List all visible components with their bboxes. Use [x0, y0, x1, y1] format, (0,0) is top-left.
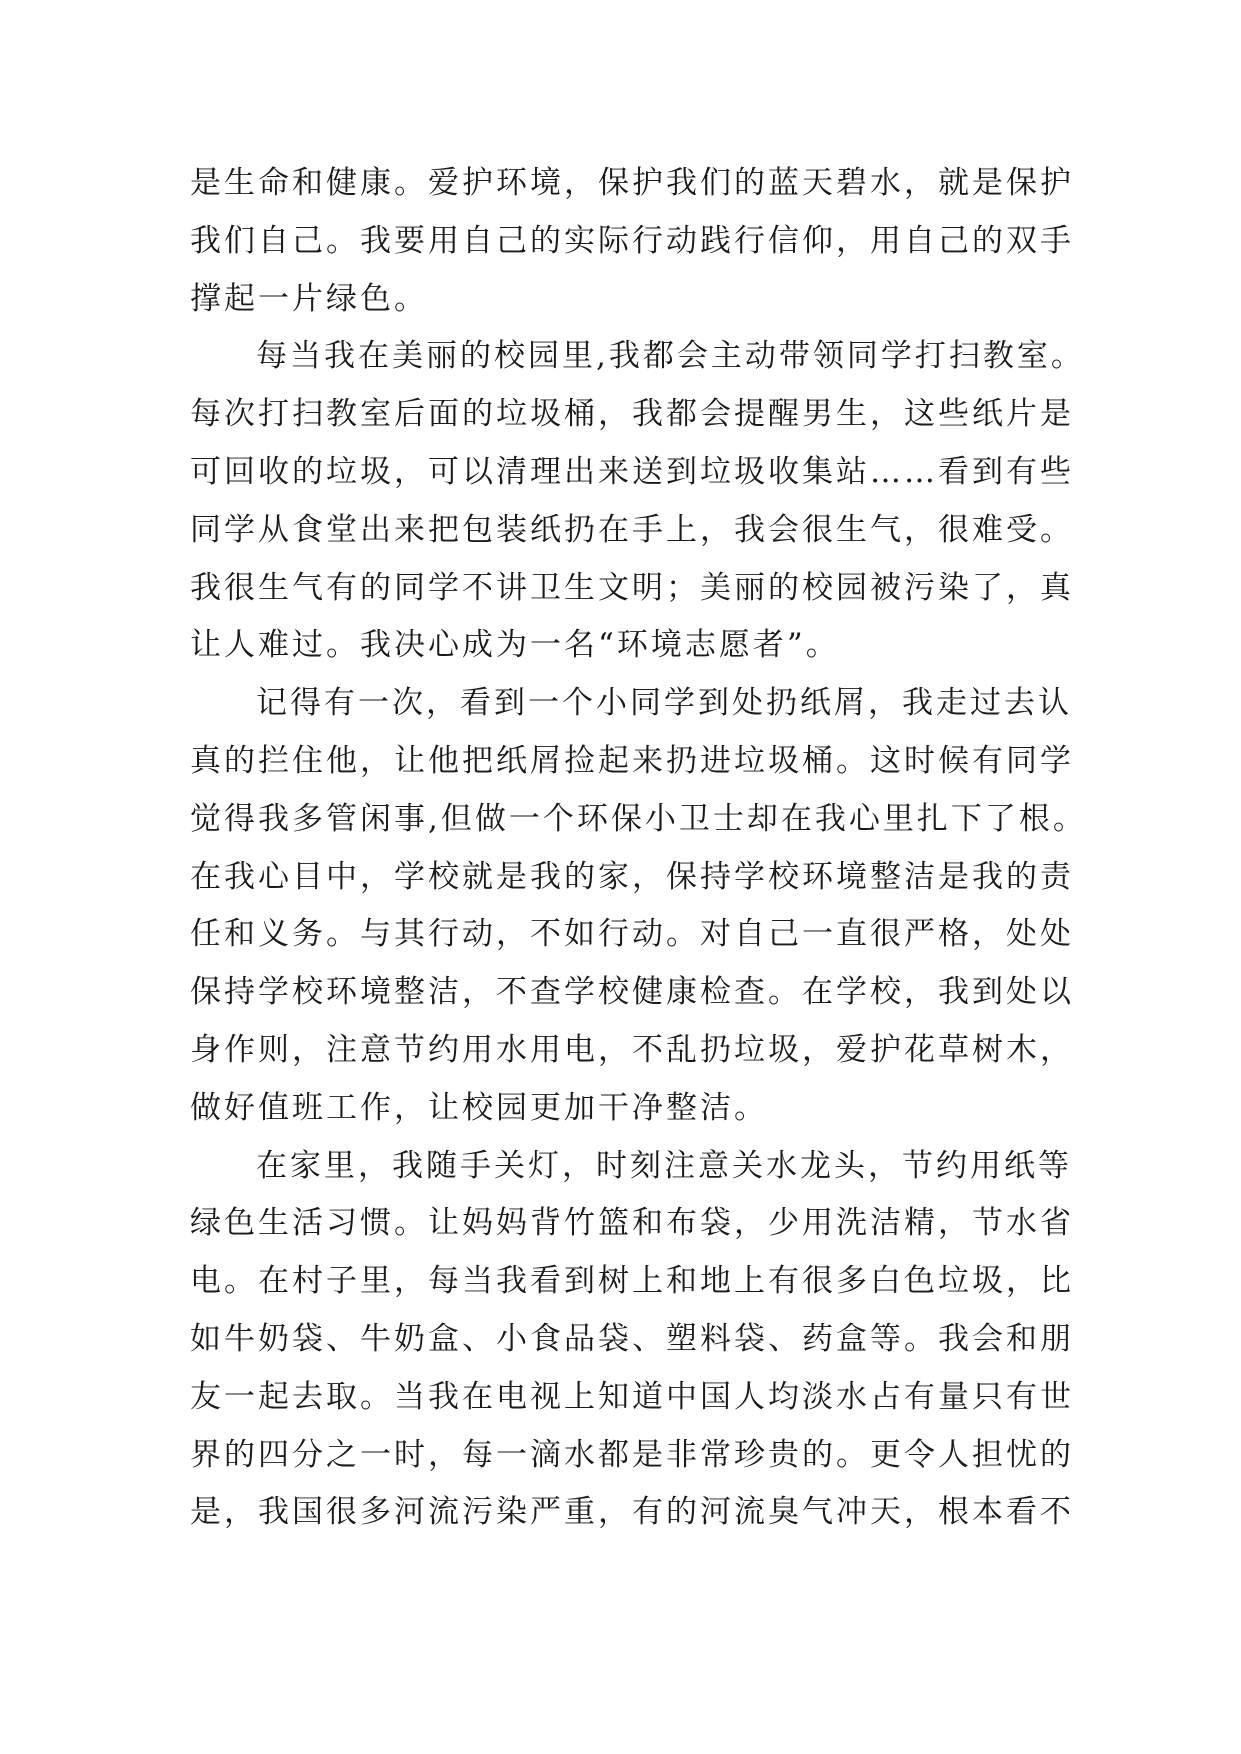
text-line: 界的四分之一时，每一滴水都是非常珍贵的。更令人担忧的 [190, 1436, 1074, 1473]
text-line: 每次打扫教室后面的垃圾桶，我都会提醒男生，这些纸片是 [190, 396, 1074, 433]
text-line: 我很生气有的同学不讲卫生文明；美丽的校园被污染了，真 [190, 569, 1074, 606]
text-line: 撑起一片绿色。 [190, 280, 428, 317]
text-line: 真的拦住他，让他把纸屑捡起来扔进垃圾桶。这时候有同学 [190, 742, 1074, 779]
text-line: 在家里，我随手关灯，时刻注意关水龙头，节约用纸等 [256, 1147, 1072, 1184]
text-line: 保持学校环境整洁，不查学校健康检查。在学校，我到处以 [190, 974, 1074, 1011]
text-line: 每当我在美丽的校园里,我都会主动带领同学打扫教室。 [256, 338, 1085, 375]
text-line: 是生命和健康。爱护环境，保护我们的蓝天碧水，就是保护 [190, 165, 1074, 201]
text-line: 友一起去取。当我在电视上知道中国人均淡水占有量只有世 [190, 1378, 1074, 1415]
text-line: 电。在村子里，每当我看到树上和地上有很多白色垃圾，比 [190, 1263, 1074, 1300]
text-line: 是，我国很多河流污染严重，有的河流臭气冲天，根本看不 [190, 1494, 1074, 1531]
text-line: 让人难过。我决心成为一名“环境志愿者”。 [190, 627, 840, 664]
text-line: 如牛奶袋、牛奶盒、小食品袋、塑料袋、药盒等。我会和朋 [190, 1320, 1074, 1357]
body-text [190, 155, 1087, 1542]
text-line: 记得有一次，看到一个小同学到处扔纸屑，我走过去认 [256, 685, 1072, 722]
text-line: 在我心目中，学校就是我的家，保持学校环境整洁是我的责 [190, 858, 1074, 895]
text-line: 身作则，注意节约用水用电，不乱扔垃圾，爱护花草树木， [190, 1031, 1074, 1068]
text-line: 我们自己。我要用自己的实际行动践行信仰，用自己的双手 [190, 222, 1074, 259]
text-line: 觉得我多管闲事,但做一个环保小卫士却在我心里扎下了根。 [190, 800, 1087, 837]
text-line: 任和义务。与其行动，不如行动。对自己一直很严格，处处 [190, 916, 1074, 953]
text-line: 可回收的垃圾，可以清理出来送到垃圾收集站……看到有些 [190, 453, 1074, 490]
text-line: 绿色生活习惯。让妈妈背竹篮和布袋，少用洗洁精，节水省 [190, 1205, 1074, 1242]
text-line: 同学从食堂出来把包装纸扔在手上，我会很生气，很难受。 [190, 511, 1074, 548]
text-line: 做好值班工作，让校园更加干净整洁。 [190, 1089, 768, 1126]
